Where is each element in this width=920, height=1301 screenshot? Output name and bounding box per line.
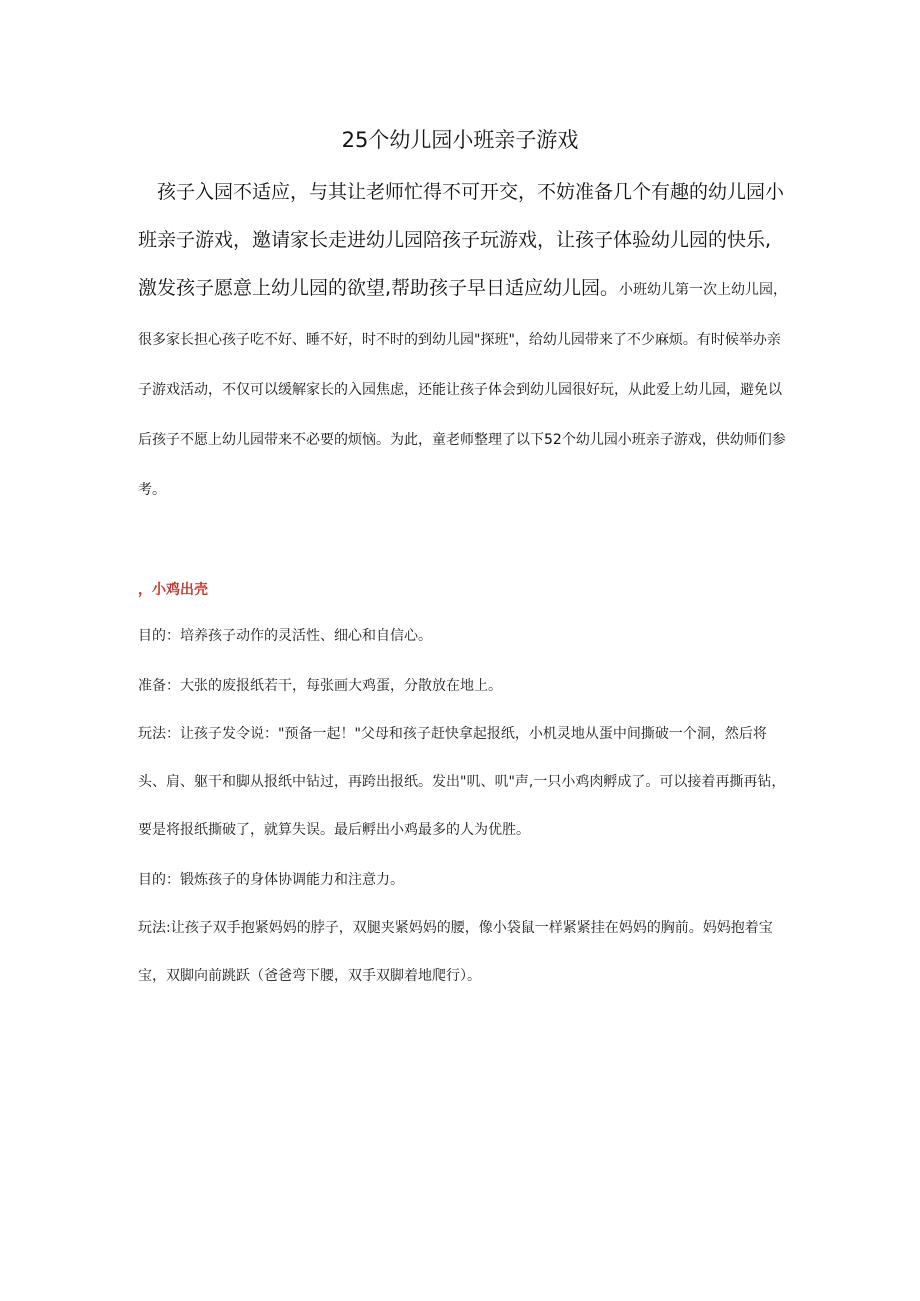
section-title-chick-hatching: ，小鸡出壳 (138, 582, 208, 598)
intro-large-text: 孩子入园不适应，与其让老师忙得不可开交，不妨准备几个有趣的幼儿园小班亲子游戏，邀请家长走进幼儿园陪孩子玩游戏，让孩子体验幼儿园的快乐,激发孩子愿意上幼儿园的欲望,帮助孩子早日适应幼儿园。 (138, 181, 785, 299)
goal-paragraph-1: 目的：培养孩子动作的灵活性、细心和自信心。 (138, 628, 432, 644)
document-title: 25个幼儿园小班亲子游戏 (341, 128, 579, 152)
intro-paragraph (138, 168, 788, 514)
prep-paragraph-1: 准备：大张的废报纸若干，每张画大鸡蛋，分散放在地上。 (138, 678, 502, 694)
goal-paragraph-2: 目的：锻炼孩子的身体协调能力和注意力。 (138, 872, 404, 888)
play-paragraph-2: 玩法:让孩子双手抱紧妈妈的脖子，双腿夹紧妈妈的腰，像小袋鼠一样紧紧挂在妈妈的胸前。妈妈抱着宝宝，双脚向前跳跃（爸爸弯下腰，双手双脚着地爬行）。 (138, 920, 773, 984)
play-paragraph-1: 玩法：让孩子发令说："预备一起！"父母和孩子赶快拿起报纸，小机灵地从蛋中间撕破一个洞，然后将头、肩、躯干和脚从报纸中钻过，再跨出报纸。发出"叽、叽"声,一只小鸡肉孵成了。可以接着再撕再钻，要是将报纸撕破了，就算失误。最后孵出小鸡最多的人为优胜。 (138, 726, 786, 838)
intro-small-text: 小班幼儿第一次上幼儿园，很多家长担心孩子吃不好、睡不好，时不时的到幼儿园"探班"，给幼儿园带来了不少麻烦。有时候举办亲子游戏活动，不仅可以缓解家长的入园焦虑，还能让孩子体会到幼儿园很好玩，从此爱上幼儿园，避免以后孩子不愿上幼儿园带来不必要的烦恼。为此，童老师整理了以下52个幼儿园小班亲子游戏，供幼师们参考。 (138, 282, 788, 498)
